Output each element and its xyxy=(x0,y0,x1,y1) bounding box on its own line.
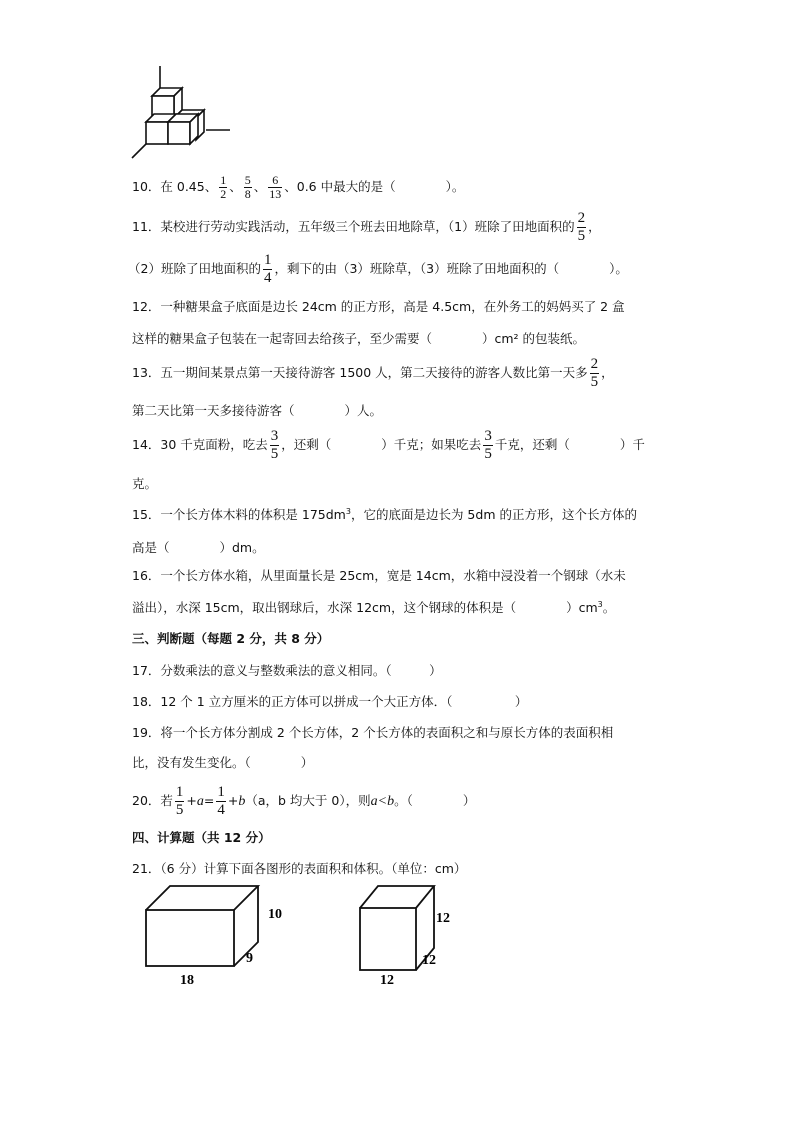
cuboid-length-label: 18 xyxy=(180,973,194,988)
question-16-line1: 16．一个长方体水箱，从里面量长是 25cm，宽是 14cm，水箱中浸没着一个钢球（水未 xyxy=(132,568,626,583)
question-11-line2: （2）班除了田地面积的 $\frac{1}{4}$ ，剩下的由（3）班除草，（3）班除了田地面积的（ ）。 xyxy=(128,252,628,286)
section-4-heading: 四、计算题（共 12 分） xyxy=(132,830,271,845)
fraction: $\frac{3}{5}$ xyxy=(484,428,492,462)
question-12-line2: 这样的糖果盒子包装在一起寄回去给孩子，至少需要（ ）cm² 的包装纸。 xyxy=(132,331,586,346)
question-11-line1: 11．某校进行劳动实践活动，五年级三个班去田地除草，（1）班除了田地面积的 $\frac{2}{5}$ ， xyxy=(132,210,601,244)
cuboid-height-label: 10 xyxy=(268,907,282,922)
question-19-line2: 比，没有发生变化。（ ） xyxy=(132,755,314,770)
fraction: $\frac{5}{8}$ xyxy=(244,173,251,201)
fraction: $\frac{1}{5}$ xyxy=(175,784,184,818)
question-14-line1: 14．30 千克面粉，吃去 $\frac{3}{5}$ ，还剩（ ）千克；如果吃去 $\frac{3}{5}$ 千克，还剩（ ）千 xyxy=(132,428,645,462)
question-16-line2: 溢出），水深 15cm，取出钢球后，水深 12cm，这个钢球的体积是（ ）$cm^3$。 xyxy=(132,599,616,615)
fraction: $\frac{2}{5}$ xyxy=(590,356,599,390)
question-18: 18．12 个 1 立方厘米的正方体可以拼成一个大正方体．（ ） xyxy=(132,694,528,709)
section-3-heading: 三、判断题（每题 2 分，共 8 分） xyxy=(132,631,330,646)
question-21: 21．（6 分）计算下面各图形的表面积和体积。（单位：cm） xyxy=(132,861,467,876)
question-13-line2: 第二天比第一天多接待游客（ ）人。 xyxy=(132,403,383,418)
question-15-line1: 15．一个长方体木料的体积是 $175dm^3$，它的底面是边长为 5dm 的正方形，这个长方体的 xyxy=(132,506,637,522)
fraction: $\frac{6}{13}$ xyxy=(269,173,282,201)
question-20: 20．若 $\frac{1}{5}$ +a= $\frac{1}{4}$ +b（a，b 均大于 0），则a<b。（ ） xyxy=(132,784,476,818)
question-15-line2: 高是（ ）dm。 xyxy=(132,540,265,555)
question-19-line1: 19．将一个长方体分割成 2 个长方体，2 个长方体的表面积之和与原长方体的表面积相 xyxy=(132,725,614,740)
cube-width-label: 12 xyxy=(422,953,436,968)
fraction: $\frac{1}{4}$ xyxy=(217,784,225,818)
question-10: 10．在 0.45、 $\frac{1}{2}$ 、 $\frac{5}{8}$ 、 $\frac{6}{13}$ 、0.6 中最大的是（ ）。 xyxy=(132,173,465,201)
question-13-line1: 13．五一期间某景点第一天接待游客 1500 人，第二天接待的游客人数比第一天多 $\frac{2}{5}$ ， xyxy=(132,356,614,390)
cuboid-width-label: 9 xyxy=(246,951,253,966)
fraction: $\frac{1}{2}$ xyxy=(220,173,227,201)
fraction: $\frac{2}{5}$ xyxy=(577,210,586,244)
cube-stack-figure xyxy=(128,64,238,160)
question-17: 17．分数乘法的意义与整数乘法的意义相同。（ ） xyxy=(132,663,442,678)
question-14-line2: 克。 xyxy=(132,476,158,491)
cube-figure xyxy=(354,880,474,990)
fraction: $\frac{3}{5}$ xyxy=(270,428,279,462)
cube-height-label: 12 xyxy=(436,911,450,926)
question-12-line1: 12．一种糖果盒子底面是边长 24cm 的正方形，高是 4.5cm，在外务工的妈妈买了 2 盒 xyxy=(132,299,625,314)
cube-length-label: 12 xyxy=(380,973,394,988)
cuboid-figure xyxy=(140,880,300,990)
fraction: $\frac{1}{4}$ xyxy=(263,252,272,286)
